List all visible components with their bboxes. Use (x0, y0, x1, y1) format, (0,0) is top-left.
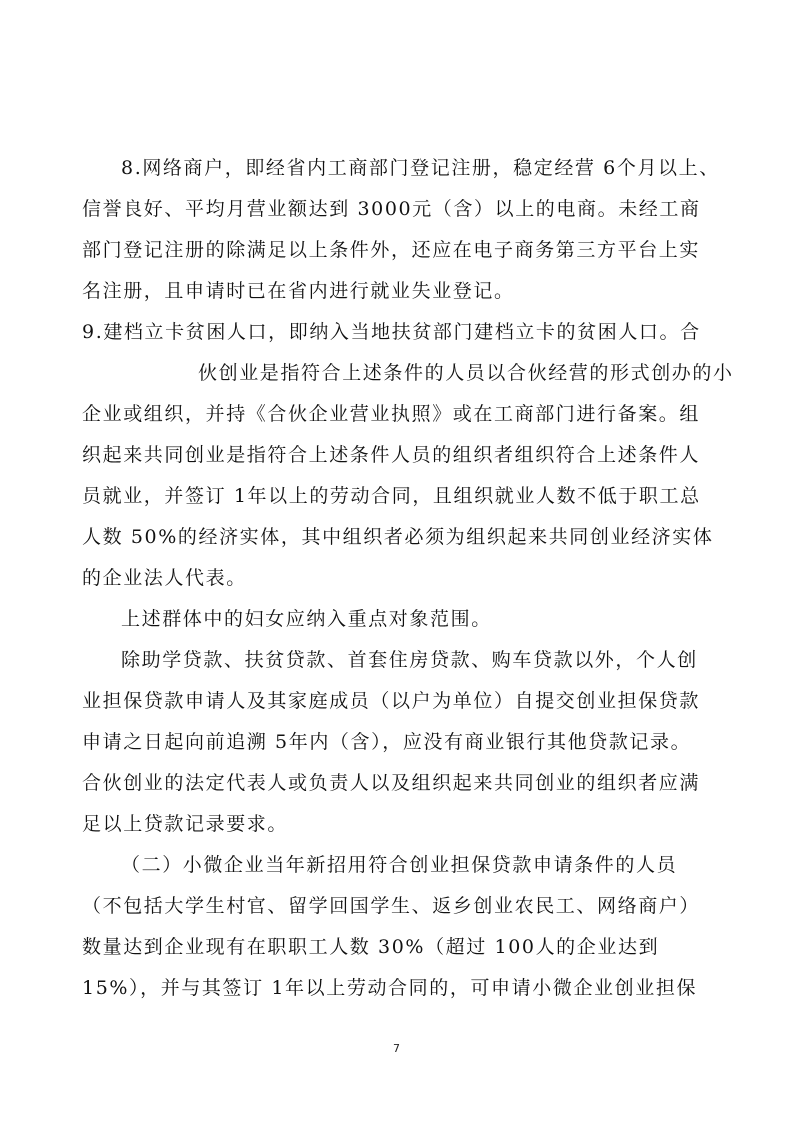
page-number: 7 (393, 1042, 400, 1055)
text-line: （不包括大学生村官、留学回国学生、返乡创业农民工、网络商户） (82, 895, 701, 917)
text-line: 业担保贷款申请人及其家庭成员（以户为单位）自提交创业担保贷款 (82, 690, 701, 712)
text-line: 伙创业是指符合上述条件的人员以合伙经营的形式创办的小 (198, 362, 734, 384)
text-line: 15%），并与其签订 1年以上劳动合同的，可申请小微企业创业担保 (82, 977, 698, 999)
text-line: 8.网络商户，即经省内工商部门登记注册，稳定经营 6个月以上、 (121, 157, 720, 179)
text-line: （二）小微企业当年新招用符合创业担保贷款申请条件的人员 (121, 854, 678, 876)
text-line: 申请之日起向前追溯 5年内（含），应没有商业银行其他贷款记录。 (82, 731, 692, 753)
text-line: 信誉良好、平均月营业额达到 3000元（含）以上的电商。未经工商 (82, 198, 701, 220)
text-line: 企业或组织，并持《合伙企业营业执照》或在工商部门进行备案。组 (82, 403, 701, 425)
text-line: 合伙创业的法定代表人或负责人以及组织起来共同创业的组织者应满 (82, 772, 701, 794)
text-line: 人数 50%的经济实体，其中组织者必须为组织起来共同创业经济实体 (82, 526, 714, 548)
text-line: 数量达到企业现有在职职工人数 30%（超过 100人的企业达到 (82, 936, 660, 958)
text-line: 足以上贷款记录要求。 (82, 813, 289, 835)
text-line: 织起来共同创业是指符合上述条件人员的组织者组织符合上述条件人 (82, 444, 701, 466)
text-line: 部门登记注册的除满足以上条件外，还应在电子商务第三方平台上实 (82, 239, 701, 261)
text-line: 9.建档立卡贫困人口，即纳入当地扶贫部门建档立卡的贫困人口。合 (82, 321, 701, 343)
text-line: 的企业法人代表。 (82, 567, 247, 589)
text-line: 上述群体中的妇女应纳入重点对象范围。 (121, 608, 492, 630)
text-line: 除助学贷款、扶贫贷款、首套住房贷款、购车贷款以外，个人创 (121, 649, 698, 671)
text-line: 员就业，并签订 1年以上的劳动合同，且组织就业人数不低于职工总 (82, 485, 701, 507)
text-line: 名注册，且申请时已在省内进行就业失业登记。 (82, 280, 515, 302)
